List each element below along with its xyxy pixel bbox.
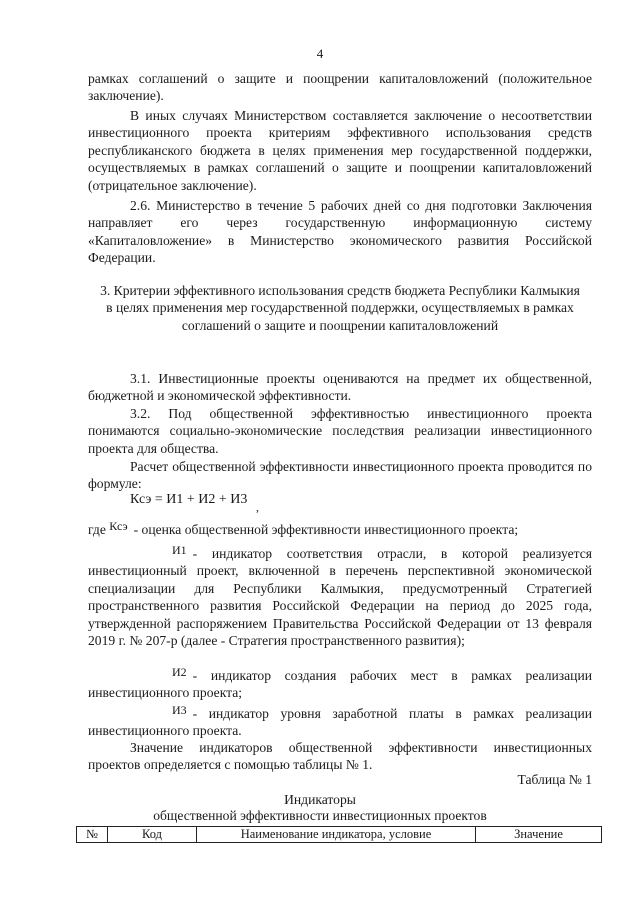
definition-ksa-prefix: где [88,522,106,537]
definition-i2-text: - индикатор создания рабочих мест в рамках реализации инвестиционного проекта; [88,668,592,701]
definition-ksa [88,518,592,538]
paragraph-3: 2.6. Министерство в течение 5 рабочих дней со дня подготовки Заключения направляет его через государственную информационную систему «Капиталовложение» в Министерство экономического развития Российской Федерации. [88,198,592,266]
definition-ksa-text: - оценка общественной эффективности инвестиционного проекта; [133,522,519,537]
definition-i3-symbol: И3 [172,703,187,717]
paragraph-6: Расчет общественной эффективности инвестиционного проекта проводится по формуле: [88,459,592,492]
paragraph-5: 3.2. Под общественной эффективностью инвестиционного проекта понимаются социально-экономические последствия реализации инвестиционного проекта для общества. [88,406,592,456]
formula: Ксэ = И1 + И2 + И3 [130,492,248,507]
table-header-name: Наименование индикатора, условие [197,827,476,843]
table-title-line-2: общественной эффективности инвестиционных проектов [153,808,487,823]
table-header-code: Код [108,827,197,843]
table-header-row [77,827,602,843]
table-title-line-1: Индикаторы [284,792,356,807]
paragraph-7: Значение индикаторов общественной эффективности инвестиционных проектов определяется с помощью таблицы № 1. [88,740,592,773]
formula-comma: , [256,500,259,514]
definition-i3-text: - индикатор уровня заработной платы в рамках реализации инвестиционного проекта. [88,706,592,739]
paragraph-4: 3.1. Инвестиционные проекты оцениваются на предмет их общественной, бюджетной и экономической эффективности. [88,371,592,404]
table-caption: Таблица № 1 [517,772,592,787]
page-number: 4 [316,46,324,61]
definition-i1-symbol: И1 [172,543,187,557]
definition-i2-symbol: И2 [172,665,187,679]
section-heading: 3. Критерии эффективного использования средств бюджета Республики Калмыкия в целях применения мер государственной поддержки, осуществляемых в рамках соглашений о защите и поощрении капиталовложений [100,283,580,333]
definition-i1-text: - индикатор соответствия отрасли, в которой реализуется инвестиционный проект, включенной в перечень перспективной экономической специализации для Республики Калмыкия, предусмотренный Стратегией пространственного развития Российской Федерации на период до 2025 года, утвержденной распоряжением Правительства Российской Федерации от 13 февраля 2019 г. № 207-р (далее - Стратегия пространственного развития); [88,546,592,649]
table-header-value: Значение [476,827,602,843]
table-header-number: № [77,827,108,843]
definition-i1 [88,542,592,649]
indicators-table [76,826,602,843]
paragraph-1: рамках соглашений о защите и поощрении капиталовложений (положительное заключение). [88,71,592,104]
definition-ksa-symbol: Ксэ [109,519,128,533]
definition-i3 [88,702,592,740]
definition-i2 [88,664,592,702]
paragraph-2: В иных случаях Министерством составляется заключение о несоответствии инвестиционного проекта критериям эффективного использования средств республиканского бюджета в целях применения мер государственной поддержки, осуществляемых в рамках соглашений о защите и поощрении капиталовложений (отрицательное заключение). [88,108,592,193]
